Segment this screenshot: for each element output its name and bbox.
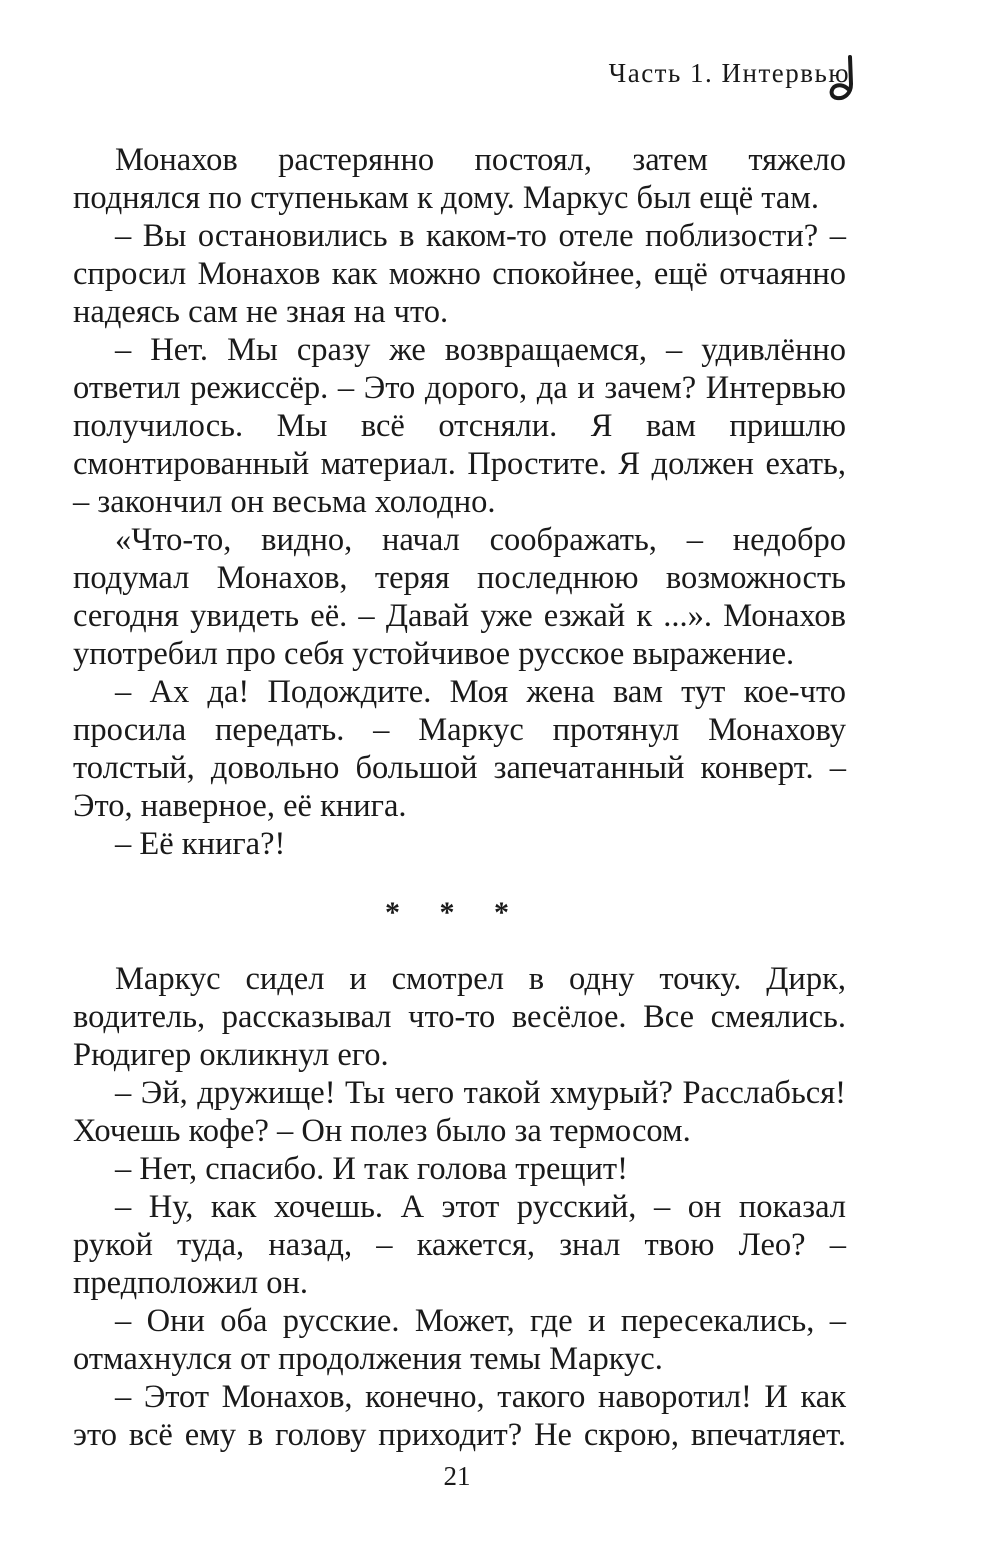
paragraph: Маркус сидел и смотрел в одну точку. Дирк, водитель, рассказывал что-то весёлое. Все смеялись. Рюдигер окликнул его. — [73, 961, 846, 1073]
header-ornament-icon — [826, 54, 860, 102]
paragraph: – Нет, спасибо. И так голова трещит! — [115, 1151, 628, 1187]
paragraph: «Что-то, видно, начал соображать, – недобро подумал Монахов, теряя последнюю возможность сегодня увидеть её. – Давай уже езжай к ...». Монахов употребил про себя устойчивое русское выражение. — [73, 522, 846, 672]
paragraph: – Нет. Мы сразу же возвращаемся, – удивлённо ответил режиссёр. – Это дорого, да и зачем? Интервью получилось. Мы всё отсняли. Я вам пришлю смонтированный материал. Простите. Я должен ехать, – закончил он весьма холодно. — [73, 332, 846, 520]
running-header-title: Часть 1. Интервью — [608, 58, 850, 88]
paragraph: – Её книга?! — [115, 826, 286, 862]
paragraph: – Этот Монахов, конечно, такого наворотил! И как это всё ему в голову приходит? Не скрою, впечатляет. — [73, 1379, 846, 1453]
paragraph: – Вы остановились в каком-то отеле поблизости? – спросил Монахов как можно спокойнее, ещё отчаянно надеясь сам не зная на что. — [73, 218, 846, 330]
paragraph: – Они оба русские. Может, где и пересекались, – отмахнулся от продолжения темы Маркус. — [73, 1303, 846, 1377]
section-one-text — [73, 141, 846, 863]
page-number: 21 — [443, 1461, 471, 1491]
section-two-text — [73, 960, 846, 1454]
paragraph: – Ну, как хочешь. А этот русский, – он показал рукой туда, назад, – кажется, знал твою Лео? – предположил он. — [73, 1189, 846, 1301]
section-separator: * * * — [385, 896, 525, 929]
paragraph: – Эй, дружище! Ты чего такой хмурый? Расслабься! Хочешь кофе? – Он полез было за термосом. — [73, 1075, 846, 1149]
paragraph: Монахов растерянно постоял, затем тяжело поднялся по ступенькам к дому. Маркус был ещё там. — [73, 142, 846, 216]
paragraph: – Ах да! Подождите. Моя жена вам тут кое-что просила передать. – Маркус протянул Монахову толстый, довольно большой запечатанный конверт. – Это, наверное, её книга. — [73, 674, 846, 824]
